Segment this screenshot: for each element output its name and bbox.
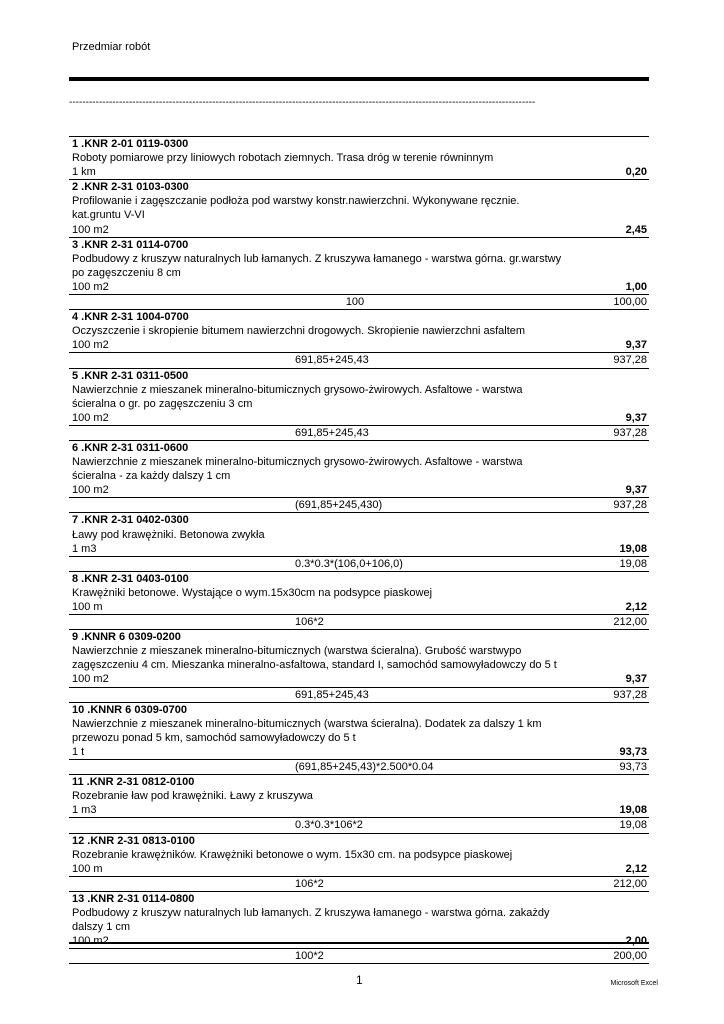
position-description: Nawierzchnie z mieszanek mineralno-bitumicznych grysowo-żwirowych. Asfaltowe - warstwa [72, 456, 523, 469]
position-unit-row [69, 862, 649, 877]
position-description-row [69, 208, 649, 222]
position-description: Nawierzchnie z mieszanek mineralno-bitumicznych (warstwa ścieralna). Grubość warstwypo [72, 645, 522, 658]
position-description: Oczyszczenie i skropienie bitumem nawierzchni drogowych. Skropienie nawierzchni asfaltem [72, 325, 526, 338]
position-description: Podbudowy z kruszyw naturalnych lub łamanych. Z kruszywa łamanego - warstwa górna. zakażdy [72, 906, 550, 919]
position-quantity: 2,45 [625, 223, 647, 236]
calculation-expression: 106*2 [295, 877, 324, 890]
position-item [69, 703, 649, 775]
calculation-result: 19,08 [619, 819, 647, 832]
bill-of-quantities-list [69, 137, 649, 964]
position-header-row [69, 137, 649, 151]
position-header-row [69, 630, 649, 644]
position-unit-row [69, 165, 649, 180]
position-quantity: 2,12 [625, 601, 647, 613]
position-code: 6 .KNR 2-31 0311-0600 [72, 441, 189, 454]
position-code: 3 .KNR 2-31 0114-0700 [72, 238, 189, 251]
position-description: ścieralna - za każdy dalszy 1 cm [72, 470, 231, 483]
position-quantity: 93,73 [619, 745, 647, 758]
page-number: 1 [356, 973, 363, 987]
position-unit: 100 m2 [72, 223, 109, 236]
position-unit-row [69, 483, 649, 498]
position-header-row [69, 310, 649, 324]
position-description: Nawierzchnie z mieszanek mineralno-bitumicznych (warstwa ścieralna). Dodatek za dalszy 1 km [72, 717, 542, 730]
dashed-separator: -------------------------------------------------------------------------------------------------------------------------------------------- [69, 97, 536, 108]
position-code: 4 .KNR 2-31 1004-0700 [72, 311, 189, 324]
position-code: 13 .KNR 2-31 0114-0800 [72, 892, 195, 905]
position-calculation-row [69, 688, 649, 703]
calculation-result: 937,28 [613, 688, 647, 701]
position-description-row [69, 194, 649, 208]
position-calculation-row [69, 498, 649, 513]
calculation-expression: 0.3*0.3*(106,0+106,0) [295, 557, 403, 570]
position-description: Profilowanie i zagęszczanie podłoża pod warstwy konstr.nawierzchni. Wykonywane ręcznie. [72, 195, 520, 208]
position-unit-row [69, 745, 649, 760]
position-unit-row [69, 280, 649, 295]
position-unit-row [69, 803, 649, 818]
position-item [69, 892, 649, 964]
position-code: 11 .KNR 2-31 0812-0100 [72, 776, 195, 789]
position-description: kat.gruntu V-VI [72, 209, 145, 222]
calculation-expression: (691,85+245,430) [295, 499, 383, 512]
position-unit: 100 m2 [72, 339, 109, 352]
calculation-expression: 106*2 [295, 616, 324, 629]
position-item [69, 513, 649, 571]
position-unit: 100 m2 [72, 935, 109, 948]
calculation-expression: (691,85+245,43)*2.500*0.04 [295, 761, 434, 774]
position-item [69, 441, 649, 513]
position-calculation-row [69, 818, 649, 833]
position-calculation-row [69, 557, 649, 572]
position-description-row [69, 920, 649, 934]
position-code: 1 .KNR 2-01 0119-0300 [72, 138, 189, 150]
position-description: Nawierzchnie z mieszanek mineralno-bitumicznych grysowo-żwirowych. Asfaltowe - warstwa [72, 383, 523, 396]
position-unit: 1 t [72, 745, 85, 758]
position-quantity: 9,37 [625, 411, 647, 424]
position-description: Podbudowy z kruszyw naturalnych lub łamanych. Z kruszywa łamanego - warstwa górna. gr.warstwy [72, 252, 562, 265]
position-description: Rozebranie ław pod krawężniki. Ławy z kruszywa [72, 790, 313, 803]
position-calculation-row [69, 426, 649, 441]
position-item [69, 310, 649, 368]
position-description-row [69, 731, 649, 745]
position-description-row [69, 469, 649, 483]
position-code: 10 .KNNR 6 0309-0700 [72, 703, 187, 716]
position-calculation-row [69, 353, 649, 368]
calculation-expression: 100 [345, 296, 365, 309]
position-item [69, 369, 649, 441]
position-description-row [69, 324, 649, 338]
position-description: Rozebranie krawężników. Krawężniki betonowe o wym. 15x30 cm. na podsypce piaskowej [72, 848, 513, 861]
position-description-row [69, 906, 649, 920]
position-description: ścieralna o gr. po zagęszczeniu 3 cm [72, 397, 253, 410]
calculation-expression: 691,85+245,43 [295, 426, 369, 439]
position-description-row [69, 789, 649, 803]
position-description-row [69, 848, 649, 862]
position-code: 8 .KNR 2-31 0403-0100 [72, 572, 189, 585]
position-unit-row [69, 411, 649, 426]
position-unit: 1 m3 [72, 804, 97, 817]
position-header-row [69, 775, 649, 789]
position-header-row [69, 238, 649, 252]
position-unit: 100 m2 [72, 484, 109, 497]
position-quantity: 9,37 [625, 673, 647, 686]
footer-application: Microsoft Excel [610, 980, 658, 987]
calculation-result: 212,00 [613, 616, 647, 629]
position-code: 12 .KNR 2-31 0813-0100 [72, 834, 195, 847]
position-unit: 100 m [72, 862, 103, 875]
position-quantity: 0,20 [625, 166, 647, 179]
position-quantity: 1,00 [625, 280, 647, 293]
position-description: dalszy 1 cm [72, 921, 131, 934]
position-description-row [69, 252, 649, 266]
position-description-row [69, 644, 649, 658]
position-header-row [69, 834, 649, 848]
position-description-row [69, 397, 649, 411]
position-header-row [69, 892, 649, 906]
position-header-row [69, 369, 649, 383]
position-calculation-row [69, 949, 649, 964]
position-item [69, 572, 649, 630]
header-rule [69, 77, 649, 81]
position-calculation-row [69, 877, 649, 892]
position-quantity: 9,37 [625, 339, 647, 352]
position-code: 7 .KNR 2-31 0402-0300 [72, 514, 189, 527]
position-item [69, 834, 649, 892]
position-unit-row [69, 600, 649, 615]
position-item [69, 775, 649, 833]
position-description-row [69, 455, 649, 469]
position-code: 9 .KNNR 6 0309-0200 [72, 631, 181, 644]
calculation-expression: 0.3*0.3*106*2 [295, 819, 363, 832]
position-code: 5 .KNR 2-31 0311-0500 [72, 369, 189, 382]
table-bottom-rule [69, 942, 649, 944]
page-title: Przedmiar robót [72, 41, 151, 53]
position-header-row [69, 513, 649, 527]
position-quantity: 19,08 [619, 804, 647, 817]
position-unit: 1 m3 [72, 542, 97, 555]
position-quantity: 2,00 [625, 935, 647, 948]
calculation-result: 937,28 [613, 354, 647, 367]
calculation-result: 937,28 [613, 499, 647, 512]
position-header-row [69, 441, 649, 455]
calculation-result: 100,00 [613, 296, 647, 309]
position-description-row [69, 528, 649, 542]
position-unit: 100 m2 [72, 280, 109, 293]
position-unit-row [69, 542, 649, 557]
position-unit-row [69, 338, 649, 353]
position-quantity: 19,08 [619, 542, 647, 555]
position-unit: 1 km [72, 166, 96, 179]
position-calculation-row [69, 760, 649, 775]
position-quantity: 2,12 [625, 862, 647, 875]
calculation-result: 937,28 [613, 426, 647, 439]
position-unit-row [69, 223, 649, 238]
position-unit: 100 m2 [72, 673, 109, 686]
position-description: Roboty pomiarowe przy liniowych robotach ziemnych. Trasa dróg w terenie równinnym [72, 152, 494, 165]
calculation-result: 93,73 [619, 761, 647, 774]
position-item [69, 180, 649, 237]
position-code: 2 .KNR 2-31 0103-0300 [72, 181, 189, 194]
position-description-row [69, 151, 649, 165]
position-unit-row [69, 672, 649, 687]
position-description: przewozu ponad 5 km, samochód samowyładowczy do 5 t [72, 731, 356, 744]
position-calculation-row [69, 295, 649, 310]
position-item [69, 238, 649, 310]
position-description-row [69, 586, 649, 600]
position-unit: 100 m [72, 601, 103, 613]
position-header-row [69, 703, 649, 717]
position-header-row [69, 572, 649, 586]
calculation-result: 200,00 [613, 950, 647, 963]
calculation-expression: 100*2 [295, 950, 324, 963]
position-header-row [69, 180, 649, 194]
position-description: zagęszczeniu 4 cm. Mieszanka mineralno-asfaltowa, standard I, samochód samowyładowczy do 5 t [72, 659, 557, 672]
position-description-row [69, 658, 649, 672]
position-description-row [69, 717, 649, 731]
position-quantity: 9,37 [625, 484, 647, 497]
calculation-expression: 691,85+245,43 [295, 688, 369, 701]
position-unit: 100 m2 [72, 411, 109, 424]
position-description: Krawężniki betonowe. Wystające o wym.15x30cm na podsypce piaskowej [72, 586, 433, 599]
position-description: po zagęszczeniu 8 cm [72, 266, 181, 279]
calculation-result: 19,08 [619, 557, 647, 570]
position-description-row [69, 383, 649, 397]
calculation-expression: 691,85+245,43 [295, 354, 369, 367]
position-item [69, 137, 649, 180]
position-description-row [69, 266, 649, 280]
position-item [69, 630, 649, 702]
position-description: Ławy pod krawężniki. Betonowa zwykła [72, 528, 265, 541]
position-calculation-row [69, 615, 649, 630]
calculation-result: 212,00 [613, 877, 647, 890]
